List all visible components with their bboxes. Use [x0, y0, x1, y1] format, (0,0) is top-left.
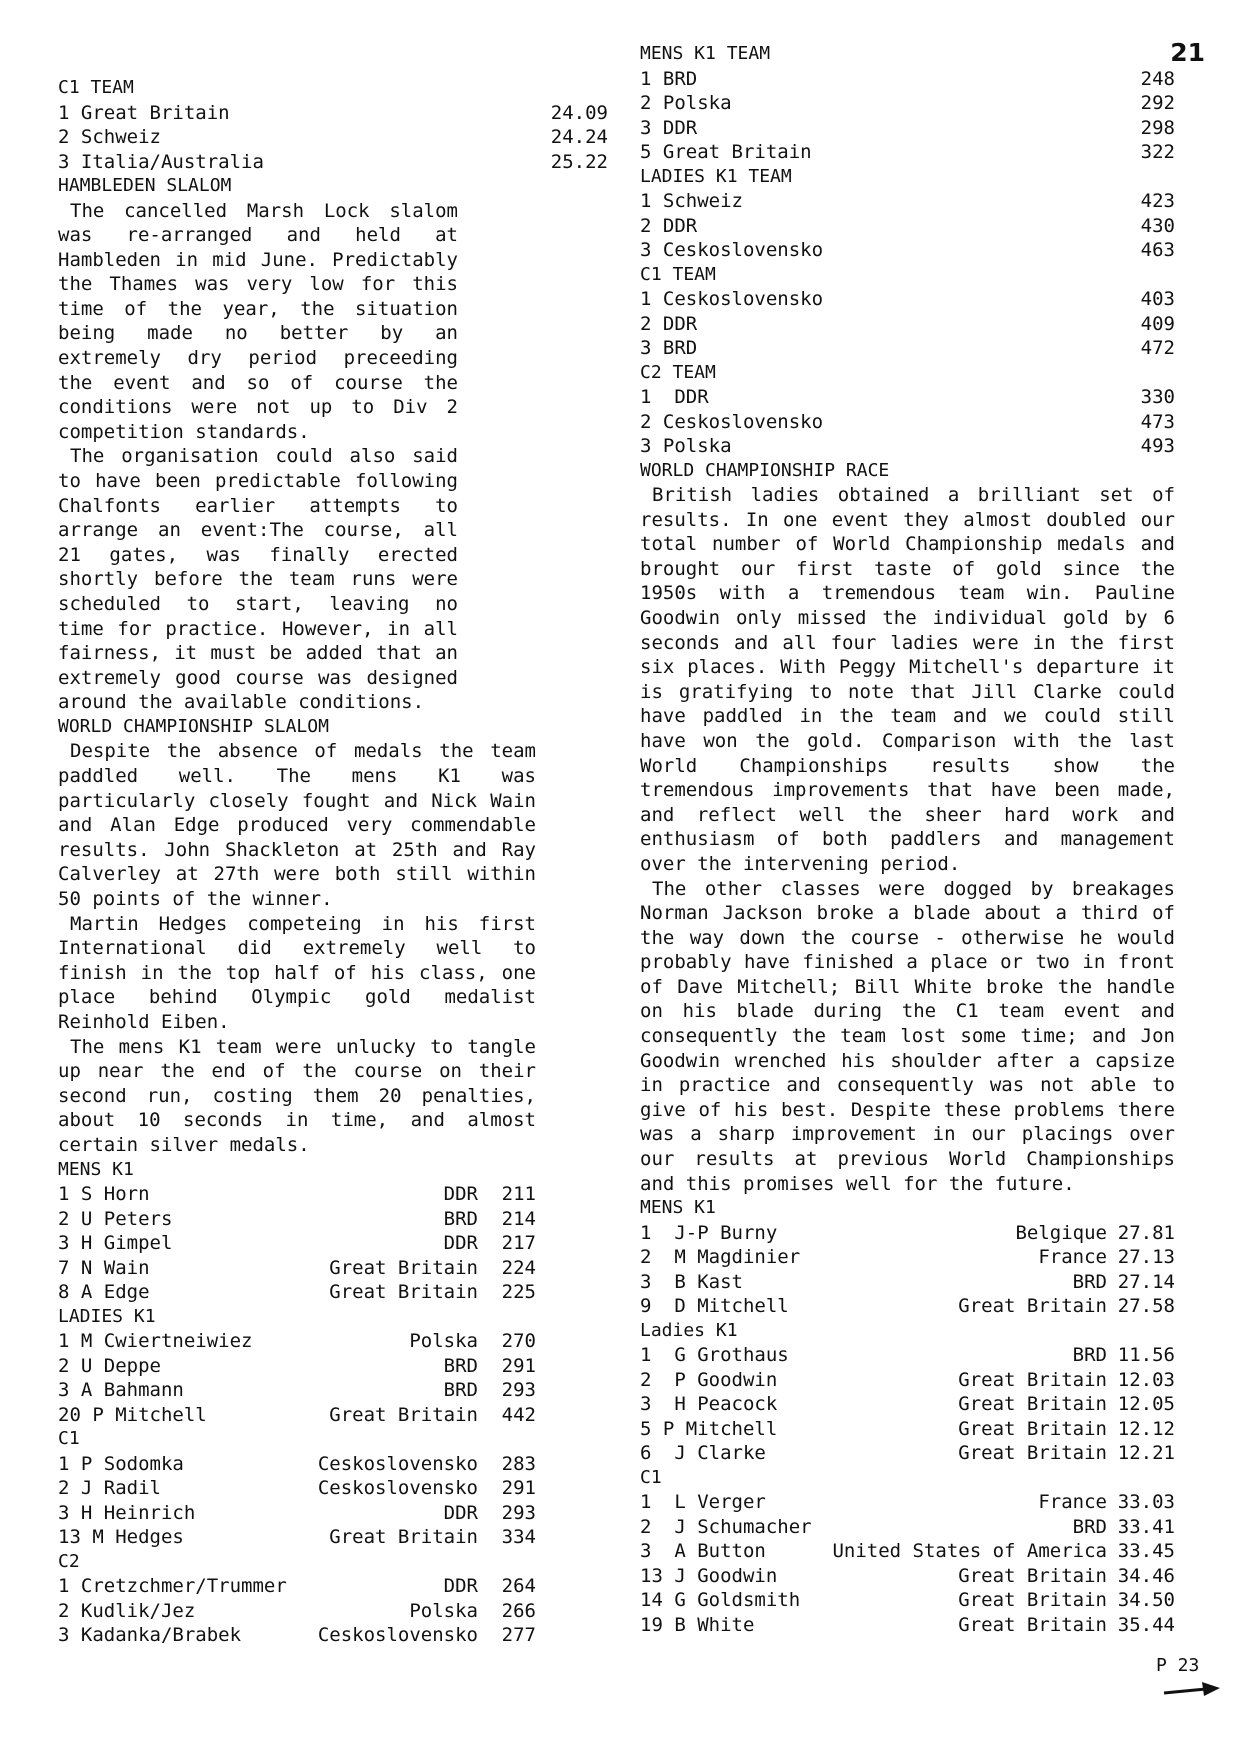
result-name: 2 U Peters: [58, 1207, 173, 1230]
result-name: 3 Ceskoslovensko: [640, 239, 824, 261]
section-heading: MENS K1 TEAM: [640, 43, 771, 64]
result-name: 3 A Bahmann: [58, 1379, 184, 1402]
result-country: France: [1038, 1491, 1107, 1514]
result-row: [58, 1599, 536, 1624]
result-row: [58, 1182, 536, 1207]
result-value: 12.12: [1117, 1417, 1175, 1440]
result-country: BRD: [443, 1354, 478, 1377]
result-row: [640, 336, 1175, 361]
result-row: [640, 1539, 1175, 1564]
result-row: [58, 1452, 536, 1477]
result-country: Polska: [409, 1599, 478, 1622]
result-country: BRD: [1072, 1515, 1107, 1538]
result-row: [58, 1231, 536, 1256]
result-country: Ceskoslovensko: [317, 1452, 478, 1475]
result-value: 298: [1140, 116, 1175, 139]
ladies-k1-team-section: [640, 165, 1175, 263]
result-row: [58, 1501, 536, 1526]
result-country: Great Britain: [958, 1589, 1107, 1612]
result-row: [640, 1245, 1175, 1270]
result-value: 27.58: [1117, 1295, 1175, 1318]
result-country: Great Britain: [329, 1256, 478, 1279]
result-country: BRD: [443, 1207, 478, 1230]
result-country: Belgique: [1015, 1221, 1107, 1244]
result-row: [640, 1417, 1175, 1442]
section-heading: C1: [640, 1466, 662, 1488]
result-name: 3 H Gimpel: [58, 1232, 173, 1255]
result-value: 217: [501, 1232, 536, 1255]
hambleden-section: [58, 174, 458, 715]
result-name: 1 BRD: [640, 67, 698, 90]
result-row: [58, 1623, 536, 1648]
result-value: 322: [1140, 141, 1175, 163]
result-value: 33.03: [1117, 1491, 1175, 1514]
result-value: 12.03: [1117, 1368, 1175, 1391]
article-paragraph: Despite the absence of medals the team paddled well. The mens K1 was particularly closely fought and Nick Wain and Alan Edge produced very commendable results. John Shackleton at 25th and Ray Calverley at 27th were both still within 50 points of the winner.: [58, 740, 536, 911]
result-value: 472: [1140, 337, 1175, 359]
right-column: [640, 0, 1195, 1637]
result-name: 3 H Heinrich: [58, 1501, 196, 1524]
section-heading: MENS K1: [640, 1197, 716, 1219]
result-country: Great Britain: [958, 1393, 1107, 1416]
section-heading: WORLD CHAMPIONSHIP RACE: [640, 459, 890, 481]
section-heading: Ladies K1: [640, 1319, 738, 1341]
result-country: BRD: [1072, 1270, 1107, 1293]
result-row: [58, 1574, 536, 1599]
result-value: 334: [501, 1526, 536, 1549]
result-country: DDR: [443, 1232, 478, 1255]
result-row: [58, 1378, 536, 1403]
result-country: Ceskoslovensko: [317, 1624, 478, 1647]
result-row: [58, 1476, 536, 1501]
result-row: [640, 1564, 1175, 1589]
result-name: 2 P Goodwin: [640, 1368, 778, 1391]
result-name: 9 D Mitchell: [640, 1295, 789, 1318]
result-value: 27.14: [1117, 1270, 1175, 1293]
result-row: [640, 1270, 1175, 1295]
result-country: Great Britain: [958, 1295, 1107, 1318]
section-heading: MENS K1: [58, 1158, 134, 1180]
result-row: [640, 1392, 1175, 1417]
result-value: 248: [1140, 67, 1175, 90]
race-ladies-k1-section: [640, 1319, 1175, 1466]
left-column: [58, 0, 608, 1648]
c2-team-section: [640, 361, 1175, 459]
result-value: 409: [1140, 312, 1175, 335]
result-value: 291: [501, 1477, 536, 1500]
result-value: 430: [1140, 214, 1175, 237]
result-row: [640, 1294, 1175, 1319]
result-row: [640, 434, 1175, 459]
c1-team-right-section: [640, 263, 1175, 361]
result-value: 24.24: [550, 126, 608, 148]
result-row: [58, 1329, 536, 1354]
page-number: 21: [1170, 38, 1205, 67]
result-name: 2 Kudlik/Jez: [58, 1599, 196, 1622]
result-row: [640, 410, 1175, 435]
result-name: 13 J Goodwin: [640, 1564, 778, 1587]
result-value: 293: [501, 1379, 536, 1402]
result-value: 34.50: [1117, 1589, 1175, 1612]
result-name: 3 A Button: [640, 1540, 766, 1563]
article-paragraph: The other classes were dogged by breakages Norman Jackson broke a blade about a third of the way down the course - otherwise he would probably have finished a place or two in front of Dave Mitchell; Bill White broke the handle on his blade during the C1 team event and consequently the team lost some time; and Jon Goodwin wrenched his shoulder after a capsize in practice and consequently was not able to give of his best. Despite these problems there was a sharp improvement in our placings over our results at previous World Championships and this promises well for the future.: [640, 877, 1175, 1195]
result-name: 2 J Schumacher: [640, 1515, 812, 1538]
result-name: 5 Great Britain: [640, 141, 812, 163]
result-row: [58, 1207, 536, 1232]
result-value: 292: [1140, 92, 1175, 114]
arrow-right-icon: [1162, 1680, 1222, 1702]
article-paragraph: British ladies obtained a brilliant set of results. In one event they almost doubled our total number of World Championship medals and brought our first taste of gold since the 1950s with a tremendous team win. Pauline Goodwin only missed the individual gold by 6 seconds and all four ladies were in the first six places. With Peggy Mitchell's departure it is gratifying to note that Jill Clarke could have paddled in the team and we could still have won the gold. Comparison with the last World Championships results show the tremendous improvements that have been made, and reflect well the sheer hard work and enthusiasm of both paddlers and management over the intervening period.: [640, 484, 1175, 875]
race-c1-section: [640, 1466, 1175, 1638]
result-country: Great Britain: [958, 1564, 1107, 1587]
result-value: 266: [501, 1599, 536, 1622]
result-country: Ceskoslovensko: [317, 1477, 478, 1500]
result-country: Polska: [409, 1330, 478, 1353]
result-row: [640, 91, 1175, 116]
result-name: 1 J-P Burny: [640, 1221, 778, 1244]
result-row: [640, 1221, 1175, 1246]
result-row: [640, 1490, 1175, 1515]
result-row: [640, 1368, 1175, 1393]
result-row: [640, 214, 1175, 239]
section-heading: C2: [58, 1550, 80, 1572]
result-value: 34.46: [1117, 1564, 1175, 1587]
result-row: [58, 101, 608, 126]
result-name: 2 DDR: [640, 312, 698, 335]
article-paragraph: Martin Hedges competeing in his first International did extremely well to finish in the top half of his class, one place behind Olympic gold medalist Reinhold Eiben.: [58, 912, 536, 1033]
result-name: 13 M Hedges: [58, 1526, 184, 1549]
result-name: 1 M Cwiertneiwiez: [58, 1330, 253, 1353]
result-country: Great Britain: [958, 1368, 1107, 1391]
section-heading: C1: [58, 1428, 80, 1450]
result-name: 5 P Mitchell: [640, 1417, 778, 1440]
result-row: [640, 189, 1175, 214]
result-country: United States of America: [832, 1540, 1107, 1563]
result-name: 2 Ceskoslovensko: [640, 410, 824, 433]
result-name: 1 Cretzchmer/Trummer: [58, 1575, 287, 1598]
mens-k1-team-section: [640, 42, 1175, 165]
article-paragraph: The cancelled Marsh Lock slalom was re-arranged and held at Hambleden in mid June. Predictably the Thames was very low for this time of the year, the situation being made no better by an extremely dry period preceeding the event and so of course the conditions were not up to Div 2 competition standards.: [58, 199, 458, 443]
result-value: 214: [501, 1207, 536, 1230]
race-mens-k1-section: [640, 1196, 1175, 1319]
result-name: 1 Great Britain: [58, 101, 230, 124]
result-value: 33.41: [1117, 1515, 1175, 1538]
continuation-note: P 23: [1156, 1655, 1200, 1676]
result-name: 2 Schweiz: [58, 126, 161, 148]
result-name: 20 P Mitchell: [58, 1403, 207, 1426]
result-row: [58, 1525, 536, 1550]
result-name: 2 M Magdinier: [640, 1246, 801, 1269]
result-country: Great Britain: [958, 1417, 1107, 1440]
section-heading: LADIES K1 TEAM: [640, 165, 792, 187]
result-row: [640, 140, 1175, 165]
result-country: France: [1038, 1246, 1107, 1269]
result-row: [58, 1354, 536, 1379]
result-country: Great Britain: [958, 1442, 1107, 1465]
section-heading: WORLD CHAMPIONSHIP SLALOM: [58, 715, 329, 737]
result-value: 403: [1140, 288, 1175, 310]
result-name: 1 G Grothaus: [640, 1344, 789, 1367]
result-name: 3 B Kast: [640, 1270, 743, 1293]
result-value: 12.21: [1117, 1442, 1175, 1465]
result-row: [640, 287, 1175, 312]
article-paragraph: The organisation could also said to have been predictable following Chalfonts earlier attempts to arrange an event:The course, all 21 gates, was finally erected shortly before the team runs were scheduled to start, leaving no time for practice. However, in all fairness, it must be added that an extremely good course was designed around the available conditions.: [58, 445, 458, 714]
result-value: 283: [501, 1452, 536, 1475]
result-name: 1 P Sodomka: [58, 1452, 184, 1475]
result-country: DDR: [443, 1575, 478, 1598]
result-value: 463: [1140, 239, 1175, 261]
result-row: [58, 125, 608, 150]
result-name: 3 BRD: [640, 337, 698, 359]
ladies-k1-section: [58, 1305, 536, 1428]
result-country: Great Britain: [329, 1526, 478, 1549]
result-value: 12.05: [1117, 1393, 1175, 1416]
result-value: 277: [501, 1624, 536, 1647]
result-name: 2 DDR: [640, 214, 698, 237]
result-value: 293: [501, 1501, 536, 1524]
result-name: 8 A Edge: [58, 1281, 150, 1304]
section-heading: C1 TEAM: [640, 263, 716, 285]
result-name: 14 G Goldsmith: [640, 1589, 801, 1612]
result-row: [58, 1280, 536, 1305]
wcs-section: [58, 715, 536, 1158]
result-value: 25.22: [550, 150, 608, 173]
result-value: 423: [1140, 190, 1175, 212]
result-name: 2 Polska: [640, 92, 732, 114]
result-name: 1 L Verger: [640, 1491, 766, 1514]
c1-team-section: [58, 76, 608, 174]
result-value: 35.44: [1117, 1613, 1175, 1636]
result-name: 7 N Wain: [58, 1256, 150, 1279]
result-name: 1 S Horn: [58, 1183, 150, 1206]
section-heading: LADIES K1: [58, 1305, 156, 1327]
result-value: 24.09: [550, 101, 608, 124]
result-row: [640, 238, 1175, 263]
result-row: [58, 1256, 536, 1281]
result-country: DDR: [443, 1183, 478, 1206]
result-name: 3 H Peacock: [640, 1393, 778, 1416]
result-row: [640, 1515, 1175, 1540]
result-value: 211: [501, 1183, 536, 1206]
result-row: [58, 1403, 536, 1428]
result-name: 2 J Radil: [58, 1477, 161, 1500]
result-country: DDR: [443, 1501, 478, 1524]
result-value: 291: [501, 1354, 536, 1377]
result-value: 270: [501, 1330, 536, 1353]
result-row: [640, 1343, 1175, 1368]
result-name: 3 Kadanka/Brabek: [58, 1624, 242, 1647]
result-value: 442: [501, 1403, 536, 1426]
mens-k1-section: [58, 1158, 536, 1305]
result-value: 473: [1140, 410, 1175, 433]
section-heading: C2 TEAM: [640, 361, 716, 383]
result-country: Great Britain: [329, 1281, 478, 1304]
result-row: [640, 1588, 1175, 1613]
result-name: 19 B White: [640, 1613, 755, 1636]
article-paragraph: The mens K1 team were unlucky to tangle up near the end of the course on their second run, costing them 20 penalties, about 10 seconds in time, and almost certain silver medals.: [58, 1035, 536, 1156]
result-value: 493: [1140, 435, 1175, 457]
result-value: 11.56: [1117, 1344, 1175, 1367]
result-row: [640, 385, 1175, 410]
result-value: 330: [1140, 386, 1175, 408]
result-row: [640, 312, 1175, 337]
result-country: Great Britain: [329, 1403, 478, 1426]
result-row: [58, 150, 608, 175]
section-heading: HAMBLEDEN SLALOM: [58, 175, 232, 196]
result-row: [640, 1613, 1175, 1638]
result-value: 264: [501, 1575, 536, 1598]
section-heading: C1 TEAM: [58, 77, 134, 98]
c1-section: [58, 1427, 536, 1550]
result-row: [640, 116, 1175, 141]
wcr-section: [640, 459, 1175, 1197]
result-country: Great Britain: [958, 1613, 1107, 1636]
result-name: 3 Italia/Australia: [58, 150, 264, 173]
result-value: 27.81: [1117, 1221, 1175, 1244]
c2-section: [58, 1550, 536, 1648]
result-name: 2 U Deppe: [58, 1354, 161, 1377]
result-value: 33.45: [1117, 1540, 1175, 1563]
result-value: 224: [501, 1256, 536, 1279]
result-name: 3 Polska: [640, 435, 732, 457]
result-country: BRD: [443, 1379, 478, 1402]
result-row: [640, 67, 1175, 92]
result-value: 225: [501, 1281, 536, 1304]
result-name: 1 Ceskoslovensko: [640, 288, 824, 310]
result-value: 27.13: [1117, 1246, 1175, 1269]
result-row: [640, 1441, 1175, 1466]
result-name: 1 DDR: [640, 386, 709, 408]
result-name: 1 Schweiz: [640, 190, 743, 212]
result-name: 3 DDR: [640, 116, 698, 139]
result-country: BRD: [1072, 1344, 1107, 1367]
result-name: 6 J Clarke: [640, 1442, 766, 1465]
